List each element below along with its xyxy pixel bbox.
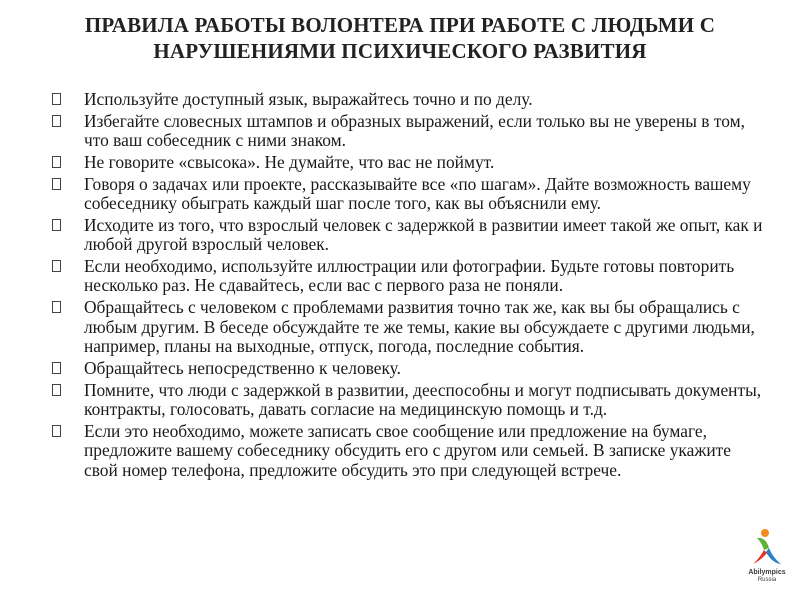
rule-text: Обращайтесь с человеком с проблемами развития точно так же, как вы бы обращались с любым другим. В беседе обсуждайте те же темы, какие вы обсуждаете с другими людьми, например, планы на выходные, отпуск, погода, последние события.	[84, 297, 755, 357]
bullet-box-icon	[52, 384, 61, 396]
bullet-box-icon	[52, 93, 61, 105]
rule-item	[48, 175, 763, 214]
rules-list	[48, 90, 763, 482]
bullet-box-icon	[52, 156, 61, 168]
rule-item	[48, 359, 763, 379]
rule-text: Используйте доступный язык, выражайтесь точно и по делу.	[84, 89, 533, 109]
bullet-box-icon	[52, 219, 61, 231]
bullet-box-icon	[52, 115, 61, 127]
rule-item	[48, 153, 763, 173]
rule-text: Если необходимо, используйте иллюстрации или фотографии. Будьте готовы повторить несколько раз. Не сдавайтесь, если вас с первого раза не поняли.	[84, 255, 735, 296]
rule-item	[48, 112, 763, 151]
rule-text: Не говорите «свысока». Не думайте, что вас не поймут.	[84, 151, 495, 172]
slide-title	[40, 12, 760, 64]
logo-country: Russia	[757, 577, 777, 583]
rule-text: Говоря о задачах или проекте, рассказывайте все «по шагам». Дайте возможность вашему собеседнику обыграть каждый шаг после того, как вы объяснили ему.	[84, 173, 751, 214]
rule-text: Избегайте словесных штампов и образных выражений, если только вы не уверены в том, что ваш собеседник с ними знаком.	[84, 110, 745, 151]
rule-text: Если это необходимо, можете записать свое сообщение или предложение на бумаге, предложите вашему собеседнику обсудить его с другом или семьей. В записке укажите свой номер телефона, предложите обсудить это при следующей встрече.	[84, 420, 731, 480]
logo-blue-stroke	[766, 548, 781, 564]
bullet-box-icon	[52, 260, 61, 272]
rule-text: Исходите из того, что взрослый человек с задержкой в развитии имеет такой же опыт, как и любой другой взрослый человек.	[84, 214, 763, 255]
slide-title-line-2: НАРУШЕНИЯМИ ПСИХИЧЕСКОГО РАЗВИТИЯ	[153, 39, 647, 63]
rule-item	[48, 298, 763, 357]
rule-item	[48, 381, 763, 420]
rule-text: Обращайтесь непосредственно к человеку.	[84, 357, 401, 378]
bullet-box-icon	[52, 178, 61, 190]
logo-green-stroke	[757, 538, 769, 550]
rule-text: Помните, что люди с задержкой в развитии, дееспособны и могут подписывать документы, контракты, голосовать, давать согласие на медицинскую помощь и т.д.	[84, 379, 762, 419]
logo-orange-dot	[761, 529, 769, 537]
logo-red-stroke	[753, 550, 767, 564]
rule-item	[48, 216, 763, 255]
logo-name: Abilympics	[748, 569, 786, 576]
slide-title-line-1: ПРАВИЛА РАБОТЫ ВОЛОНТЕРА ПРИ РАБОТЕ С ЛЮДЬМИ С	[84, 13, 716, 37]
bullet-box-icon	[52, 362, 61, 374]
bullet-box-icon	[52, 301, 61, 313]
bullet-box-icon	[52, 425, 61, 437]
rule-item	[48, 422, 763, 481]
abilympics-logo	[740, 528, 794, 594]
rule-item	[48, 90, 763, 110]
rule-item	[48, 257, 763, 296]
abilympics-logo-icon	[750, 528, 784, 568]
